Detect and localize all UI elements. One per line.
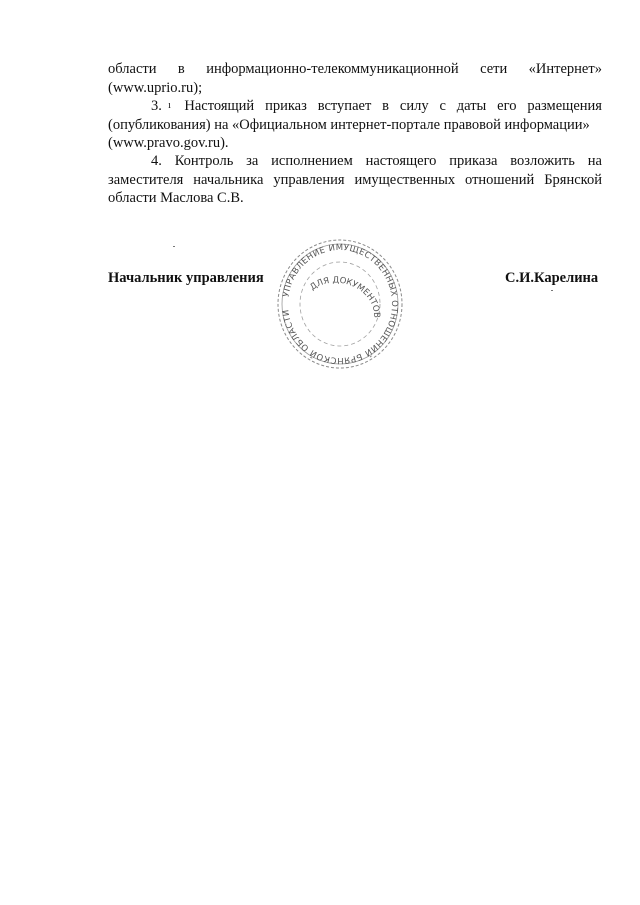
word: отношений: [465, 171, 535, 188]
word: возложить: [510, 153, 575, 169]
word: Брянской: [544, 171, 602, 188]
word: имущественных: [354, 171, 456, 188]
word: начальника: [193, 171, 264, 188]
word: в: [177, 61, 185, 77]
speck-mark: [173, 246, 175, 247]
speck-mark: [551, 290, 553, 291]
item-3-line-3: (www.pravo.gov.ru).: [108, 135, 229, 151]
seal-graphic: [276, 238, 404, 370]
continuation-line-1: [108, 60, 602, 79]
seal-outer-text: УПРАВЛЕНИЕ ИМУЩЕСТВЕННЫХ ОТНОШЕНИЙ БРЯНСКОЙ ОБЛАСТИ: [281, 242, 400, 366]
item-3-line-2: (опубликования) на «Официальном интернет-портале правовой информации»: [108, 116, 590, 133]
word: вступает: [317, 98, 372, 114]
stray-mark: ı: [168, 100, 171, 111]
word: «Интернет»: [528, 61, 602, 77]
word: даты: [456, 98, 487, 114]
word: размещения: [527, 98, 602, 114]
item-4-line-2: [108, 171, 602, 190]
item-3-line-1: [108, 97, 602, 116]
item-4-number: 4.: [151, 153, 162, 169]
paragraph-continuation: [108, 60, 602, 97]
word: силу: [399, 98, 429, 114]
seal-center-text: ДЛЯ ДОКУМЕНТОВ: [308, 275, 382, 319]
word: в: [382, 98, 390, 114]
word: с: [439, 98, 446, 114]
official-seal: [276, 238, 404, 370]
item-4-line-3: области Маслова С.В.: [108, 190, 244, 206]
word: сети: [480, 61, 508, 77]
signature-position: Начальник управления: [108, 270, 264, 286]
item-4: [108, 152, 602, 208]
svg-text:УПРАВЛЕНИЕ ИМУЩЕСТВЕННЫХ ОТНОШ: [281, 243, 399, 365]
signature-name: С.И.Карелина: [505, 270, 599, 286]
word: приказ: [265, 98, 307, 114]
word: области: [108, 61, 157, 77]
word: Контроль: [174, 153, 234, 169]
continuation-line-2: (www.uprio.ru);: [108, 79, 203, 96]
word: на: [587, 153, 602, 169]
word: за: [246, 153, 259, 169]
word: исполнением: [271, 153, 353, 169]
item-3-number: 3. ı: [151, 97, 174, 116]
word: управления: [273, 171, 345, 188]
word: информационно-телекоммуникационной: [206, 61, 459, 77]
word: его: [497, 98, 517, 114]
word: приказа: [449, 153, 498, 169]
item-3: [108, 97, 602, 153]
word: заместителя: [108, 171, 184, 188]
svg-text:ДЛЯ ДОКУМЕНТОВ: [304, 268, 389, 321]
word: настоящего: [365, 153, 437, 169]
item-4-line-1: [108, 152, 602, 171]
word: Настоящий: [184, 98, 255, 114]
